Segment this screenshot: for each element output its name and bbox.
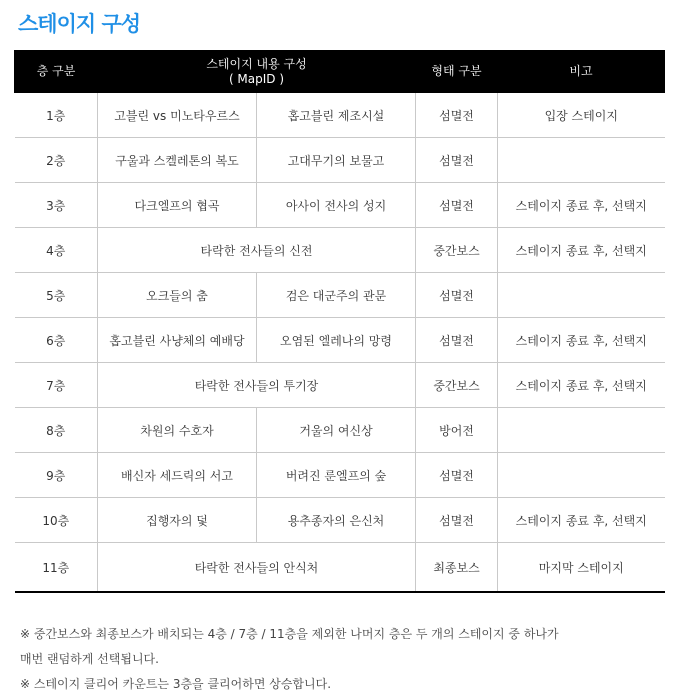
type-cell: 섬멸전 [416, 93, 498, 138]
stage-cell: 검은 대군주의 관문 [257, 273, 416, 318]
page-title: 스테이지 구성 [18, 12, 141, 36]
remark-cell [498, 408, 665, 453]
stage-table [14, 50, 665, 593]
stage-cell: 배신자 세드릭의 서고 [98, 453, 257, 498]
type-cell: 섬멸전 [416, 498, 498, 543]
table-row [15, 363, 665, 408]
stage-cell: 다크엘프의 협곡 [98, 183, 257, 228]
remark-cell: 스테이지 종료 후, 선택지 [498, 363, 665, 408]
stage-cell: 타락한 전사들의 신전 [98, 228, 416, 273]
stage-cell: 오크들의 춤 [98, 273, 257, 318]
remark-cell: 스테이지 종료 후, 선택지 [498, 318, 665, 363]
stage-cell: 타락한 전사들의 투기장 [98, 363, 416, 408]
type-cell: 섬멸전 [416, 138, 498, 183]
table-row [15, 93, 665, 138]
stage-cell: 아사이 전사의 성지 [257, 183, 416, 228]
floor-cell: 8층 [15, 408, 98, 453]
stage-cell: 홉고블린 제조시설 [257, 93, 416, 138]
table-row [15, 408, 665, 453]
remark-cell [498, 453, 665, 498]
table-row [15, 273, 665, 318]
floor-cell: 2층 [15, 138, 98, 183]
table-row [15, 228, 665, 273]
header-content [98, 50, 416, 93]
floor-cell: 3층 [15, 183, 98, 228]
stage-cell: 용추종자의 은신처 [257, 498, 416, 543]
floor-cell: 11층 [15, 543, 98, 593]
header-floor: 층 구분 [15, 50, 98, 93]
stage-cell: 거울의 여신상 [257, 408, 416, 453]
stage-cell: 버려진 룬엘프의 숲 [257, 453, 416, 498]
floor-cell: 6층 [15, 318, 98, 363]
type-cell: 방어전 [416, 408, 498, 453]
stage-cell: 고블린 vs 미노타우르스 [98, 93, 257, 138]
header-content-sub: ( MapID ) [228, 71, 285, 86]
remark-cell [498, 273, 665, 318]
floor-cell: 10층 [15, 498, 98, 543]
type-cell: 섬멸전 [416, 183, 498, 228]
table-row [15, 318, 665, 363]
header-content-label: 스테이지 내용 구성 [206, 56, 307, 71]
stage-cell: 오염된 엘레나의 망령 [257, 318, 416, 363]
remark-cell: 마지막 스테이지 [498, 543, 665, 593]
header-remark: 비고 [498, 50, 665, 93]
note-line: 매번 랜덤하게 선택됩니다. [20, 652, 159, 666]
type-cell: 섬멸전 [416, 273, 498, 318]
stage-cell: 차원의 수호자 [98, 408, 257, 453]
note-line: ※ 중간보스와 최종보스가 배치되는 4층 / 7층 / 11층을 제외한 나머지 층은 두 개의 스테이지 중 하나가 [20, 627, 559, 641]
stage-cell: 구울과 스켈레톤의 복도 [98, 138, 257, 183]
table-row [15, 453, 665, 498]
remark-cell: 스테이지 종료 후, 선택지 [498, 498, 665, 543]
stage-cell: 고대무기의 보물고 [257, 138, 416, 183]
floor-cell: 5층 [15, 273, 98, 318]
notes [20, 622, 559, 697]
table-header-row [15, 50, 665, 93]
table-row [15, 498, 665, 543]
floor-cell: 1층 [15, 93, 98, 138]
remark-cell: 스테이지 종료 후, 선택지 [498, 228, 665, 273]
type-cell: 중간보스 [416, 228, 498, 273]
floor-cell: 4층 [15, 228, 98, 273]
header-type: 형태 구분 [416, 50, 498, 93]
floor-cell: 9층 [15, 453, 98, 498]
table-row [15, 138, 665, 183]
remark-cell: 스테이지 종료 후, 선택지 [498, 183, 665, 228]
type-cell: 최종보스 [416, 543, 498, 593]
remark-cell: 입장 스테이지 [498, 93, 665, 138]
note-line: ※ 스테이지 클리어 카운트는 3층을 클리어하면 상승합니다. [20, 677, 332, 691]
type-cell: 섬멸전 [416, 318, 498, 363]
stage-cell: 집행자의 덫 [98, 498, 257, 543]
type-cell: 중간보스 [416, 363, 498, 408]
type-cell: 섬멸전 [416, 453, 498, 498]
stage-cell: 홉고블린 사냥체의 예배당 [98, 318, 257, 363]
table-row [15, 543, 665, 593]
table-row [15, 183, 665, 228]
stage-cell: 타락한 전사들의 안식처 [98, 543, 416, 593]
remark-cell [498, 138, 665, 183]
floor-cell: 7층 [15, 363, 98, 408]
